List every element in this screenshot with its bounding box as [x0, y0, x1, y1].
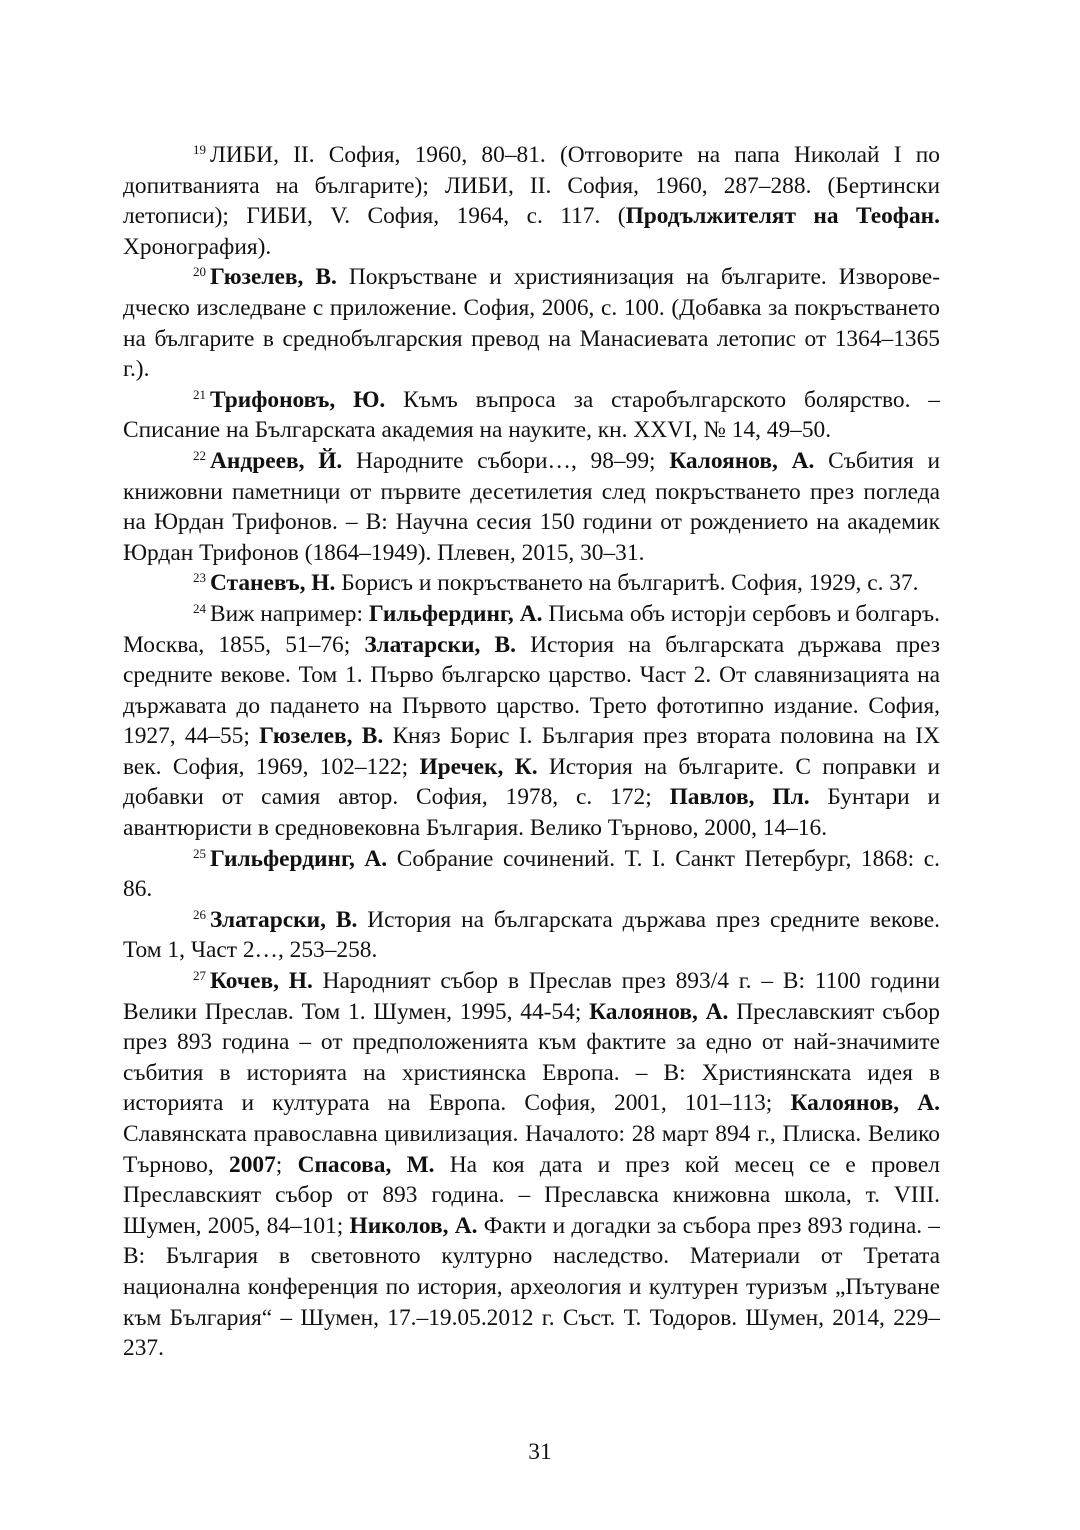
- author-name: Гильфердинг, А.: [368, 600, 543, 627]
- footnote-text: История на българската държава през средните векове. Том 1. Първо българско царство. Част 2. От славянизацията на държавата до падането на Първото царство. Трето фототипно издание. София, 1927, 44–55;: [123, 631, 940, 750]
- footnote-text: Преславският събор през 893 година – от предположенията към фактите за едно от най-значимите събития в историята на християнска Европа. – В: Християнската идея в историята и културата на Европа. София, 2001, 101–113;: [123, 998, 940, 1117]
- footnote-number: 22: [193, 447, 206, 463]
- footnote-number: 19: [193, 142, 206, 157]
- footnote-text: Хронография).: [123, 233, 272, 260]
- footnote-text: Виж например:: [210, 600, 369, 627]
- footnote-text: ЛИБИ, II. София, 1960, 80–81. (Отговорите на папа Николай I по допитванията на българите); ЛИБИ, II. София, 1960, 287–288. (Бертински летописи); ГИБИ, V. София, 1964, с. 117. (: [123, 142, 940, 230]
- footnote-text: Покръстване и християнизация на българите. Извороведческо изследване с приложение. София, 2006, с. 100. (Добавка за покръстването на българите в среднобългарския превод на Манасиевата летопис от 1364–1365 г.).: [123, 264, 940, 383]
- footnote-text: Борисъ и покръстването на българитѣ. София, 1929, с. 37.: [335, 570, 919, 597]
- footnote-25: [123, 844, 940, 905]
- author-name: Гюзелев, В.: [259, 723, 384, 750]
- footnote-22: [123, 446, 940, 568]
- author-name: Иречек, К.: [419, 753, 538, 780]
- author-name: Кочев, Н.: [210, 968, 313, 995]
- author-name: Златарски, В.: [210, 906, 358, 933]
- author-name: Гильфердинг, А.: [210, 845, 388, 872]
- author-name: Калоянов, А.: [790, 1090, 940, 1117]
- footnote-26: [123, 905, 940, 966]
- footnote-text: Собрание сочинений. Т. I. Санкт Петербург, 1868: с. 86.: [123, 845, 940, 903]
- author-name: Калоянов, А.: [669, 447, 815, 474]
- footnote-number: 20: [193, 264, 206, 280]
- page-number: 31: [528, 1439, 552, 1465]
- footnote-text: Народният събор в Преслав през 893/4 г. – В: 1100 години Велики Преслав. Том 1. Шумен, 1995, 44-54;: [123, 968, 940, 1025]
- footnote-text: Факти и догадки за събора през 893 година. – В: България в световното културно наследство. Материали от Третата национална конференция по история, археология и културен туризъм „Пътуване към България“ – Шумен, 17.–19.05.2012 г. Съст. Т. Тодоров. Шумен, 2014, 229–237.: [123, 1212, 941, 1362]
- footnote-text: История на българите. С поправки и добавки от самия автор. София, 1978, с. 172;: [123, 753, 940, 811]
- footnote-text: История на българската държава през средните векове. Том 1, Част 2…, 253–258.: [123, 906, 940, 964]
- footnote-20: [123, 262, 940, 384]
- author-name: Продължителят на Теофан.: [625, 203, 940, 230]
- author-name: Павлов, Пл.: [669, 784, 810, 811]
- footnote-number: 24: [193, 600, 206, 616]
- footnote-text: ;: [275, 1151, 298, 1178]
- footnote-number: 21: [193, 386, 206, 402]
- footnote-number: 27: [193, 968, 206, 984]
- footnote-24: [123, 599, 940, 844]
- footnote-19: [123, 140, 940, 262]
- footnote-number: 23: [193, 570, 206, 586]
- footnote-text: Письма объ исторjи сербовъ и болгаръ. Москва, 1855, 51–76;: [123, 600, 940, 658]
- footnote-number: 26: [193, 906, 206, 922]
- footnote-number: 25: [193, 845, 206, 861]
- footnote-text: Славянската православна цивилизация. Началото: 28 март 894 г., Плиска. Велико Търново,: [123, 1121, 940, 1178]
- footnote-27: [123, 966, 940, 1364]
- author-name: 2007: [229, 1151, 276, 1178]
- footnote-text: На коя дата и през кой месец се е провел Преславският събор от 893 година. – Преславска книжовна школа, т. VIII. Шумен, 2005, 84–101;: [123, 1151, 940, 1239]
- author-name: Николов, А.: [349, 1212, 478, 1239]
- author-name: Андреев, Й.: [210, 447, 343, 474]
- author-name: Станевъ, Н.: [210, 570, 336, 597]
- author-name: Спасова, М.: [297, 1151, 435, 1178]
- footnote-text: Бунтари и авантюристи в средновековна България. Велико Търново, 2000, 14–16.: [123, 784, 940, 842]
- author-name: Гюзелев, В.: [210, 264, 337, 291]
- footnotes-block: [123, 140, 940, 1364]
- footnote-21: [123, 385, 940, 446]
- footnote-text: Княз Борис I. България през втората половина на IX век. София, 1969, 102–122;: [123, 723, 940, 780]
- footnote-23: [123, 568, 940, 599]
- author-name: Трифоновъ, Ю.: [210, 386, 386, 413]
- footnote-text: Народните събори…, 98–99;: [342, 447, 670, 474]
- footnote-text: Къмъ въпроса за старобългарското болярство. – Списание на Българската академия на науките, кн. XXVI, № 14, 49–50.: [123, 386, 941, 444]
- author-name: Златарски, В.: [364, 631, 516, 658]
- footnote-text: Събития и книжовни паметници от първите десетилетия след покръстването през погледа на Юрдан Трифонов. – В: Научна сесия 150 години от рождението на академик Юрдан Трифонов (1864–1949). Плевен, 2015, 30–31.: [123, 447, 941, 566]
- author-name: Калоянов, А.: [589, 998, 729, 1025]
